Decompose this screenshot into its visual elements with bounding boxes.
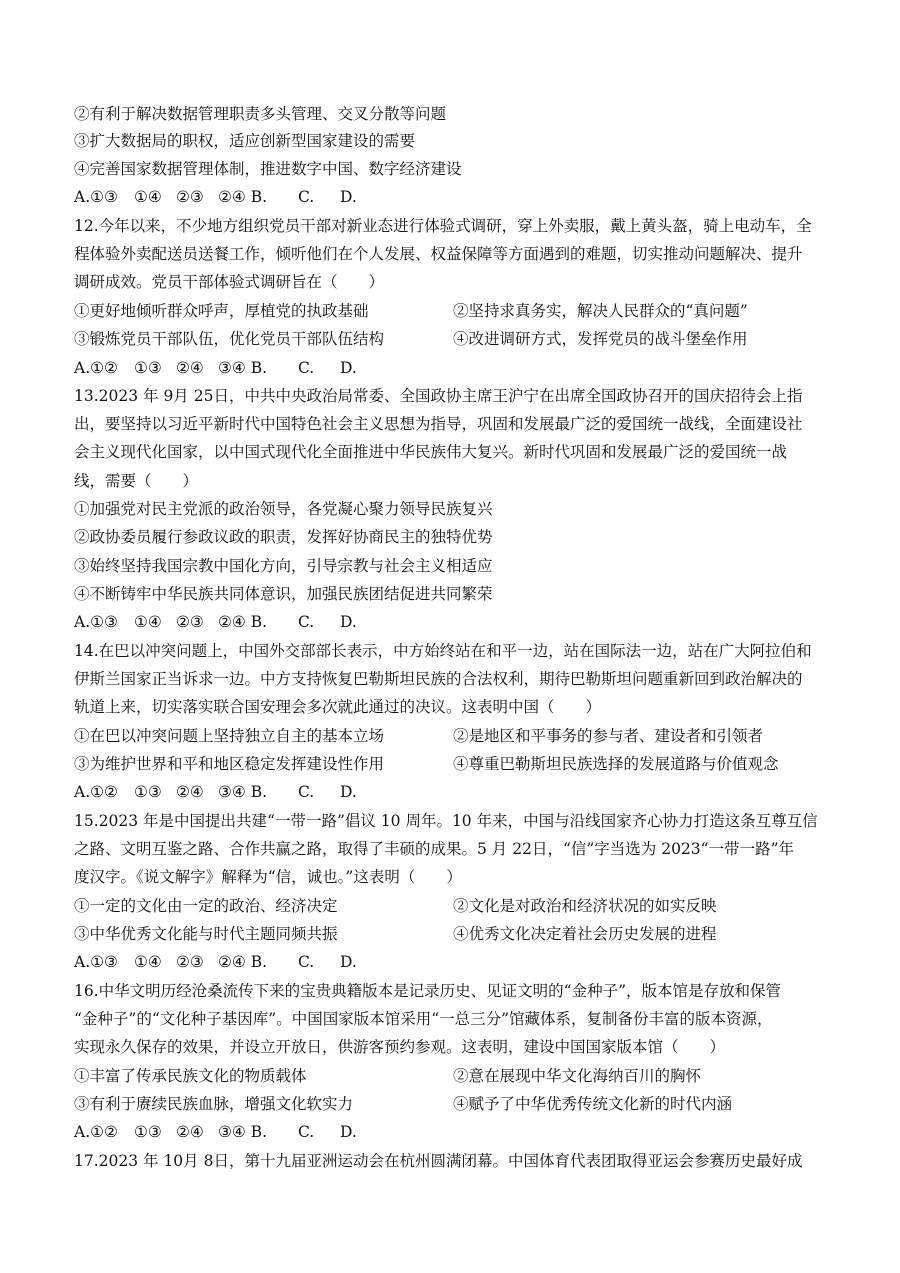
answer-b: ①④	[134, 613, 162, 631]
q13-option-4: ④不断铸牢中华民族共同体意识，加强民族团结促进共同繁荣	[74, 585, 493, 603]
q16-stem-line-3: 实现永久保存的效果，并设立开放日，供游客预约参观。这表明，建设中国国家版本馆（ ）	[74, 1038, 726, 1056]
answer-b: ①③	[134, 783, 162, 801]
answer-a: A.①②	[74, 1123, 118, 1141]
answer-f: D.	[340, 359, 357, 377]
q13-stem-line-4: 线，需要（ ）	[74, 472, 199, 490]
q11-option-4: ④完善国家数据管理体制，推进数字中国、数字经济建设	[74, 160, 462, 178]
q13-stem-line-2: 出，要坚持以习近平新时代中国特色社会主义思想为指导，巩固和发展最广泛的爱国统一战线，全面建设社	[74, 415, 803, 433]
answer-f: D.	[340, 783, 357, 801]
q14-stem-line-3: 轨道上来，切实落实联合国安理会多次就此通过的决议。这表明中国（ ）	[74, 698, 602, 716]
q14-option-3: ③为维护世界和平和地区稳定发挥建设性作用	[74, 755, 385, 773]
q15-option-2: ②文化是对政治和经济状况的如实反映	[453, 897, 717, 915]
q13-option-1: ①加强党对民主党派的政治领导，各党凝心聚力领导民族复兴	[74, 500, 493, 518]
answer-e: C.	[298, 359, 315, 377]
q12-answer-row	[74, 358, 357, 378]
q15-answer-row	[74, 952, 357, 972]
answer-c: ②③	[176, 953, 204, 971]
answer-b: ①③	[134, 1123, 162, 1141]
answer-a: A.①②	[74, 783, 118, 801]
answer-e: C.	[298, 613, 315, 631]
q12-option-3: ③锻炼党员干部队伍，优化党员干部队伍结构	[74, 330, 385, 348]
q11-option-3: ③扩大数据局的职权，适应创新型国家建设的需要	[74, 132, 416, 150]
answer-c: ②③	[176, 188, 204, 206]
answer-a: A.①③	[74, 953, 118, 971]
q16-option-4: ④赋予了中华优秀传统文化新的时代内涵	[453, 1095, 733, 1113]
q15-stem-line-3: 度汉字。《说文解字》解释为“信，诚也。”这表明（ ）	[74, 868, 462, 886]
answer-d: ③④ B.	[218, 783, 268, 801]
q14-option-2: ②是地区和平事务的参与者、建设者和引领者	[453, 727, 764, 745]
answer-d: ②④ B.	[218, 953, 268, 971]
answer-f: D.	[340, 613, 357, 631]
q16-stem-line-1: 16.中华文明历经沧桑流传下来的宝贵典籍版本是记录历史、见证文明的“金种子”，版本馆是存放和保管	[74, 982, 782, 1000]
q15-option-1: ①一定的文化由一定的政治、经济决定	[74, 897, 338, 915]
q12-stem-line-1: 12.今年以来，不少地方组织党员干部对新业态进行体验式调研，穿上外卖服，戴上黄头盔，骑上电动车，全	[74, 217, 812, 235]
q16-option-3: ③有利于赓续民族血脉，增强文化软实力	[74, 1095, 354, 1113]
q16-option-1: ①丰富了传承民族文化的物质载体	[74, 1067, 307, 1085]
q12-option-2: ②坚持求真务实，解决人民群众的“真问题”	[453, 302, 748, 320]
answer-e: C.	[298, 783, 315, 801]
answer-b: ①④	[134, 953, 162, 971]
q13-stem-line-1: 13.2023 年 9月 25日，中共中央政治局常委、全国政协主席王沪宁在出席全国政协召开的国庆招待会上指	[74, 387, 803, 405]
q12-stem-line-3: 调研成效。党员干部体验式调研旨在（ ）	[74, 273, 385, 291]
answer-b: ①③	[134, 359, 162, 377]
answer-e: C.	[298, 1123, 315, 1141]
q12-stem-line-2: 程体验外卖配送员送餐工作，倾听他们在个人发展、权益保障等方面遇到的难题，切实推动问题解决、提升	[74, 245, 803, 263]
q17-stem-line-1: 17.2023 年 10月 8日，第十九届亚洲运动会在杭州圆满闭幕。中国体育代表团取得亚运会参赛历史最好成	[74, 1152, 803, 1170]
q16-answer-row	[74, 1122, 357, 1142]
q14-option-1: ①在巴以冲突问题上坚持独立自主的基本立场	[74, 727, 385, 745]
answer-f: D.	[340, 188, 357, 206]
q11-answer-row	[74, 187, 357, 207]
answer-d: ②④ B.	[218, 613, 268, 631]
answer-a: A.①③	[74, 188, 118, 206]
answer-d: ③④ B.	[218, 359, 268, 377]
q13-stem-line-3: 会主义现代化国家，以中国式现代化全面推进中华民族伟大复兴。新时代巩固和发展最广泛的爱国统一战	[74, 443, 788, 461]
q14-stem-line-2: 伊斯兰国家正当诉求一边。中方支持恢复巴勒斯坦民族的合法权利，期待巴勒斯坦问题重新回到政治解决的	[74, 670, 803, 688]
q15-option-3: ③中华优秀文化能与时代主题同频共振	[74, 925, 338, 943]
q15-option-4: ④优秀文化决定着社会历史发展的进程	[453, 925, 717, 943]
q16-option-2: ②意在展现中华文化海纳百川的胸怀	[453, 1067, 702, 1085]
q14-stem-line-1: 14.在巴以冲突问题上，中国外交部部长表示，中方始终站在和平一边，站在国际法一边，站在广大阿拉伯和	[74, 642, 812, 660]
q15-stem-line-2: 之路、文明互鉴之路、合作共赢之路，取得了丰硕的成果。5 月 22日，“信”字当选为 2023“一带一路”年	[74, 840, 795, 858]
answer-d: ②④ B.	[218, 188, 268, 206]
answer-f: D.	[340, 1123, 357, 1141]
q11-option-2: ②有利于解决数据管理职责多头管理、交叉分散等问题	[74, 105, 447, 123]
answer-a: A.①③	[74, 613, 118, 631]
answer-f: D.	[340, 953, 357, 971]
q12-option-4: ④改进调研方式，发挥党员的战斗堡垒作用	[453, 330, 748, 348]
answer-e: C.	[298, 953, 315, 971]
q16-stem-line-2: “金种子”的“文化种子基因库”。中国国家版本馆采用“一总三分”馆藏体系，复制备份丰富的版本资源，	[74, 1010, 773, 1028]
q12-option-1: ①更好地倾听群众呼声，厚植党的执政基础	[74, 302, 369, 320]
answer-c: ②④	[176, 783, 204, 801]
q13-answer-row	[74, 612, 357, 632]
answer-a: A.①②	[74, 359, 118, 377]
q13-option-3: ③始终坚持我国宗教中国化方向，引导宗教与社会主义相适应	[74, 557, 493, 575]
answer-c: ②④	[176, 359, 204, 377]
answer-b: ①④	[134, 188, 162, 206]
q15-stem-line-1: 15.2023 年是中国提出共建“一带一路”倡议 10 周年。10 年来，中国与沿线国家齐心协力打造这条互尊互信	[74, 812, 818, 830]
answer-d: ③④ B.	[218, 1123, 268, 1141]
q14-option-4: ④尊重巴勒斯坦民族选择的发展道路与价值观念	[453, 755, 779, 773]
q14-answer-row	[74, 782, 357, 802]
q13-option-2: ②政协委员履行参政议政的职责，发挥好协商民主的独特优势	[74, 528, 493, 546]
answer-e: C.	[298, 188, 315, 206]
answer-c: ②③	[176, 613, 204, 631]
answer-c: ②④	[176, 1123, 204, 1141]
